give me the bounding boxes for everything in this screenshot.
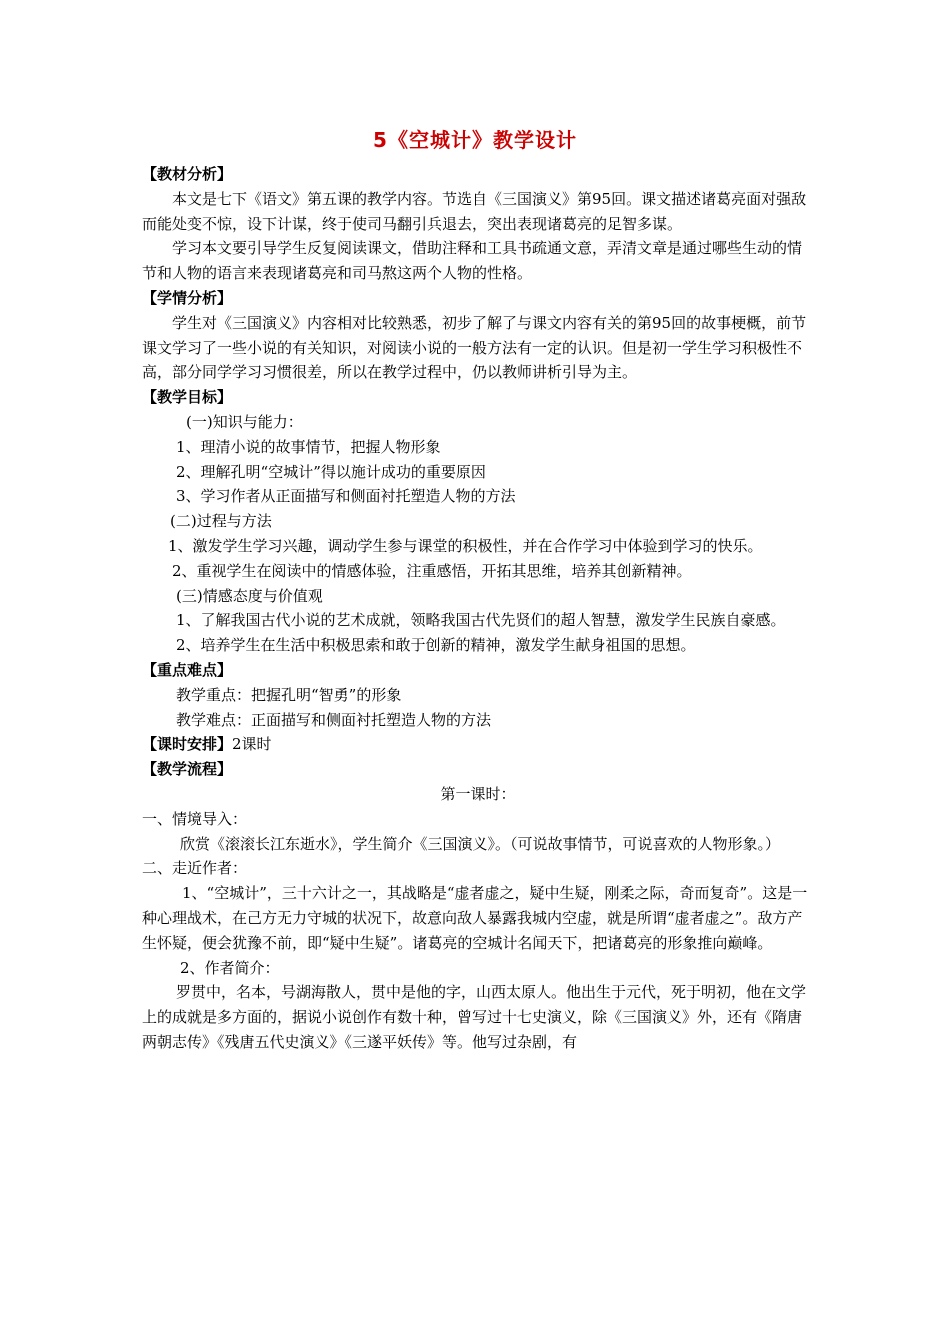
schedule-value: 2课时 [232, 735, 272, 754]
lesson-title: 第一课时： [440, 784, 516, 803]
section-heading-goals: 【教学目标】 [142, 388, 233, 407]
subheading: 2、作者简介： [180, 958, 280, 977]
section-heading-keypoints: 【重点难点】 [142, 660, 233, 679]
section-heading-textbook: 【教材分析】 [142, 165, 233, 183]
paragraph: 学生对《三国演义》内容相对比较熟悉，初步了解了与课文内容有关的第95回的故事梗概，前节课文学习了一些小说的有关知识，对阅读小说的一般方法有一定的认识。但是初一学生学习积极性不高，部分同学学习习惯很差，所以在教学过程中，仍以教师讲析引导为主。 [142, 313, 807, 382]
list-item: 3、学习作者从正面描写和侧面衬托塑造人物的方法 [176, 487, 516, 506]
list-item: 1、激发学生学习兴趣，调动学生参与课堂的积极性，并在合作学习中体验到学习的快乐。 [168, 536, 763, 555]
list-item: 1、理清小说的故事情节，把握人物形象 [176, 437, 441, 456]
paragraph: 1、“空城计”，三十六计之一，其战略是“虚者虚之，疑中生疑，刚柔之际，奇而复奇”。这是一种心理战术，在己方无力守城的状况下，故意向敌人暴露我城内空虚，就是所谓“虚者虚之”。敌方产生怀疑，便会犹豫不前，即“疑中生疑”。诸葛亮的空城计名闻天下，把诸葛亮的形象推向巅峰。 [142, 884, 808, 952]
paragraph: 欣赏《滚滚长江东逝水》，学生简介《三国演义》。（可说故事情节，可说喜欢的人物形象。） [180, 834, 781, 853]
paragraph: 罗贯中，名本，号湖海散人，贯中是他的字，山西太原人。他出生于元代，死于明初，他在文学上的成就是多方面的，据说小说创作有数十种，曾写过十七史演义，除《三国演义》外，还有《隋唐两朝志传》《残唐五代史演义》《三遂平妖传》等。他写过杂剧，有 [142, 983, 807, 1051]
paragraph: 学习本文要引导学生反复阅读课文，借助注释和工具书疏通文意，弄清文章是通过哪些生动的情节和人物的语言来表现诸葛亮和司马熬这两个人物的性格。 [142, 239, 803, 283]
section-heading-students: 【学情分析】 [142, 288, 233, 307]
section-heading-schedule: 【课时安排】 [142, 735, 233, 754]
list-item: 2、培养学生在生活中积极思索和敢于创新的精神，激发学生献身祖国的思想。 [176, 636, 696, 655]
subheading: (三)情感态度与价值观 [176, 586, 323, 605]
list-item: 1、了解我国古代小说的艺术成就，领略我国古代先贤们的超人智慧，激发学生民族自豪感。 [176, 611, 786, 630]
subheading: (二)过程与方法 [170, 512, 272, 531]
subheading: (一)知识与能力： [186, 412, 303, 431]
list-item: 2、重视学生在阅读中的情感体验，注重感悟，开拓其思维，培养其创新精神。 [172, 561, 692, 580]
document-title: 5《空城计》教学设计 [373, 128, 577, 152]
document-body [142, 162, 814, 1055]
difficult-point: 教学难点：正面描写和侧面衬托塑造人物的方法 [176, 710, 492, 729]
part-heading: 二、走近作者： [142, 859, 248, 878]
schedule-line [142, 732, 814, 757]
list-item: 2、理解孔明“空城计”得以施计成功的重要原因 [176, 462, 486, 481]
part-heading: 一、情境导入： [142, 809, 248, 828]
paragraph: 本文是七下《语文》第五课的教学内容。节选自《三国演义》第95回。课文描述诸葛亮面对强敌而能处变不惊，设下计谋，终于使司马翻引兵退去，突出表现诸葛亮的足智多谋。 [142, 189, 807, 233]
key-point: 教学重点：把握孔明“智勇”的形象 [176, 685, 402, 704]
section-heading-flow: 【教学流程】 [142, 760, 233, 779]
